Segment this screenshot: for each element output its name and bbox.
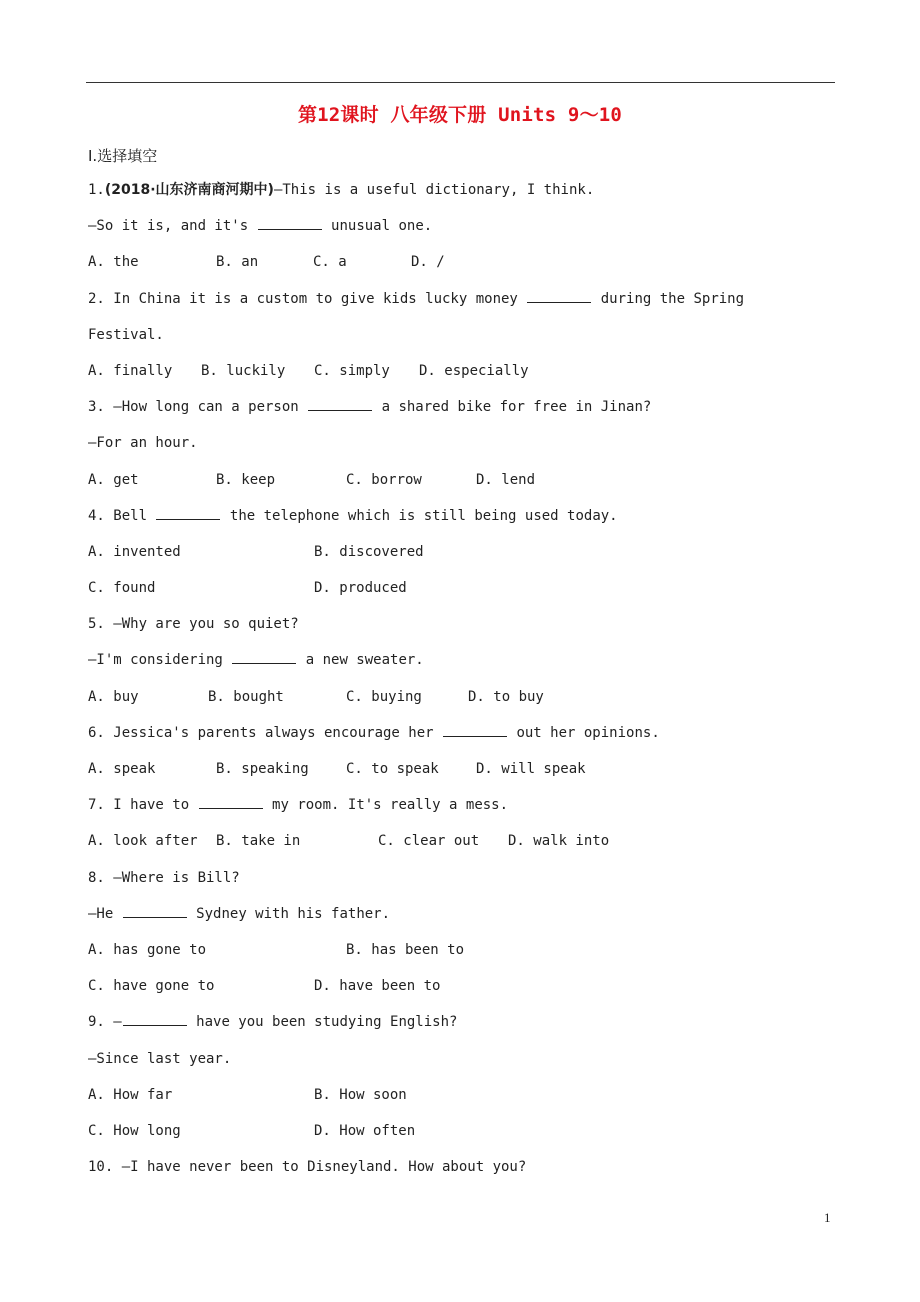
question-8-options-row2	[88, 972, 838, 1008]
option-a[interactable]: A. speak	[88, 761, 156, 777]
question-4-options-row2	[88, 574, 838, 610]
option-a[interactable]: A. the	[88, 254, 139, 271]
option-d[interactable]: D. have been to	[314, 978, 441, 995]
answer-blank[interactable]	[232, 649, 296, 664]
option-c[interactable]: C. borrow	[346, 471, 422, 488]
answer-blank[interactable]	[123, 903, 187, 918]
question-6: 6. Jessica's parents always encourage her out her opinions.	[88, 719, 838, 755]
option-a[interactable]: A. buy	[88, 688, 139, 705]
option-a[interactable]: A. How far	[88, 1086, 173, 1103]
question-3: 3. —How long can a person a shared bike for free in Jinan?	[88, 393, 838, 429]
option-d[interactable]: D. to buy	[468, 688, 544, 705]
question-5-reply: —I'm considering a new sweater.	[88, 646, 838, 682]
question-3-reply: —For an hour.	[88, 435, 198, 452]
option-b[interactable]: B. How soon	[314, 1086, 407, 1103]
page-title: 第12课时 八年级下册 Units 9～10	[297, 104, 623, 126]
option-c[interactable]: C. How long	[88, 1122, 181, 1139]
question-9-options-row1	[88, 1081, 838, 1117]
option-a[interactable]: A. look after	[88, 833, 198, 850]
answer-blank[interactable]	[199, 794, 263, 809]
question-1-reply: —So it is, and it's unusual one.	[88, 212, 838, 248]
question-7-options	[88, 827, 838, 863]
option-a[interactable]: A. invented	[88, 543, 181, 560]
option-b[interactable]: B. speaking	[216, 761, 309, 777]
question-list	[88, 176, 838, 1189]
question-9: 9. — have you been studying English?	[88, 1008, 838, 1044]
page-number: 1	[824, 1210, 831, 1225]
question-3-options	[88, 466, 838, 502]
option-c[interactable]: C. to speak	[346, 761, 439, 777]
option-d[interactable]: D. will speak	[476, 761, 586, 777]
answer-blank[interactable]	[443, 722, 507, 737]
option-d[interactable]: D. walk into	[508, 833, 610, 850]
question-2-cont: Festival.	[88, 326, 164, 343]
question-7: 7. I have to my room. It's really a mess.	[88, 791, 838, 827]
question-4-options-row1	[88, 538, 838, 574]
option-c[interactable]: C. have gone to	[88, 978, 215, 995]
question-8-options-row1	[88, 936, 838, 972]
question-1-options	[88, 248, 838, 284]
option-b[interactable]: B. has been to	[346, 941, 465, 958]
option-a[interactable]: A. get	[88, 471, 139, 488]
question-9-reply: —Since last year.	[88, 1050, 232, 1067]
option-a[interactable]: A. has gone to	[88, 941, 207, 958]
option-c[interactable]: C. clear out	[378, 833, 480, 850]
option-a[interactable]: A. finally	[88, 362, 173, 379]
question-5-options	[88, 683, 838, 719]
question-8-reply: —He Sydney with his father.	[88, 900, 838, 936]
question-1: 1.(2018·山东济南商河期中)—This is a useful dictionary, I think.	[88, 182, 595, 198]
question-2-options	[88, 357, 838, 393]
option-b[interactable]: B. an	[216, 254, 259, 271]
answer-blank[interactable]	[308, 396, 372, 411]
option-b[interactable]: B. bought	[208, 688, 284, 705]
option-d[interactable]: D. /	[411, 254, 445, 271]
option-b[interactable]: B. luckily	[201, 362, 286, 379]
option-d[interactable]: D. especially	[419, 362, 529, 379]
answer-blank[interactable]	[258, 215, 322, 230]
answer-blank[interactable]	[527, 288, 591, 303]
option-d[interactable]: D. produced	[314, 580, 407, 597]
question-8: 8. —Where is Bill?	[88, 869, 240, 886]
question-2: 2. In China it is a custom to give kids lucky money during the Spring	[88, 285, 838, 321]
question-source: (2018·山东济南商河期中)	[104, 182, 274, 198]
option-c[interactable]: C. simply	[314, 362, 390, 379]
question-10: 10. —I have never been to Disneyland. How about you?	[88, 1159, 527, 1176]
answer-blank[interactable]	[123, 1011, 187, 1026]
answer-blank[interactable]	[156, 505, 220, 520]
option-d[interactable]: D. lend	[476, 471, 536, 488]
option-c[interactable]: C. found	[88, 580, 156, 597]
question-4: 4. Bell the telephone which is still being used today.	[88, 502, 838, 538]
question-6-options	[88, 755, 838, 791]
option-c[interactable]: C. buying	[346, 688, 422, 705]
option-b[interactable]: B. discovered	[314, 543, 424, 560]
question-9-options-row2	[88, 1117, 838, 1153]
section-heading: Ⅰ.选择填空	[88, 147, 158, 165]
question-5: 5. —Why are you so quiet?	[88, 616, 299, 633]
option-b[interactable]: B. keep	[216, 471, 276, 488]
option-b[interactable]: B. take in	[216, 833, 301, 850]
header-rule	[86, 82, 835, 83]
option-c[interactable]: C. a	[313, 254, 347, 271]
option-d[interactable]: D. How often	[314, 1122, 416, 1139]
